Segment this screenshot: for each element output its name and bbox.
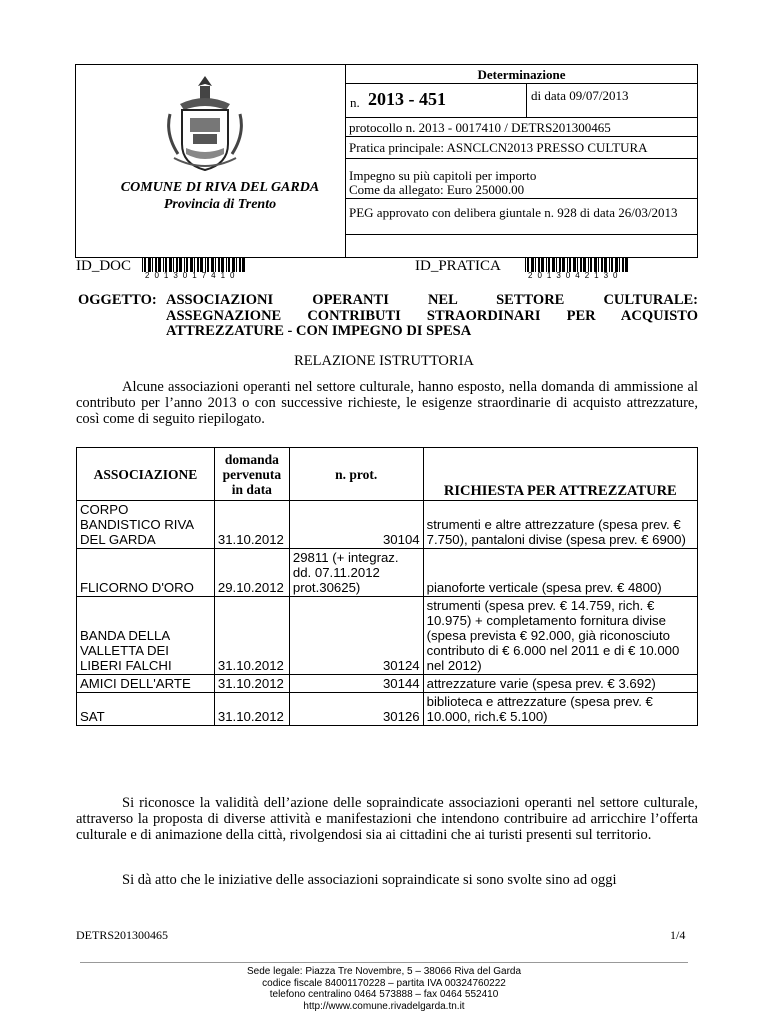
- peg-line: PEG approvato con delibera giuntale n. 928 di data 26/03/2013: [349, 205, 678, 221]
- determina-number: 2013 - 451: [368, 89, 446, 110]
- oggetto-line3: ATTREZZATURE - CON IMPEGNO DI SPESA: [78, 324, 698, 340]
- oggetto-line2: ASSEGNAZIONE CONTRIBUTI STRAORDINARI PER ACQUISTO: [78, 309, 698, 325]
- provincia: Provincia di Trento: [95, 196, 345, 213]
- impegno-line1: Impegno su più capitoli per importo: [349, 168, 536, 184]
- col-header-associazione: ASSOCIAZIONE: [77, 448, 215, 501]
- table-row: [77, 675, 698, 693]
- oggetto-label: OGGETTO:: [78, 293, 166, 309]
- col-header-prot: n. prot.: [289, 448, 423, 501]
- id-pratica-barcode-icon: [525, 258, 631, 272]
- determina-date: di data 09/07/2013: [531, 88, 629, 104]
- col-header-richiesta: RICHIESTA PER ATTREZZATURE: [423, 448, 697, 501]
- protocollo: protocollo n. 2013 - 0017410 / DETRS201300465: [349, 120, 611, 136]
- footer-telefono: telefono centralino 0464 573888 – fax 0464 552410: [0, 989, 768, 1001]
- cell-richiesta: pianoforte verticale (spesa prev. € 4800): [423, 549, 697, 597]
- cell-richiesta: biblioteca e attrezzature (spesa prev. € 10.000, rich.€ 5.100): [423, 693, 697, 726]
- determinazione-title: Determinazione: [345, 67, 698, 83]
- id-doc-barcode-icon: [142, 258, 248, 272]
- col-header-data: domanda pervenuta in data: [214, 448, 289, 501]
- cell-associazione: AMICI DELL'ARTE: [77, 675, 215, 693]
- id-doc-label: ID_DOC: [76, 258, 131, 275]
- header-rule: [345, 158, 698, 159]
- table-header-row: [77, 448, 698, 501]
- cell-data: 31.10.2012: [214, 675, 289, 693]
- header-divider: [345, 64, 346, 258]
- oggetto-block: [78, 293, 698, 340]
- intro-paragraph: Alcune associazioni operanti nel settore culturale, hanno esposto, nella domanda di ammissione al contributo per l’anno 2013 o con successive richieste, le esigenze straordinarie di acquisto attrezzature, così come di seguito riepilogato.: [76, 379, 698, 427]
- impegno-line2: Come da allegato: Euro 25000.00: [349, 182, 524, 198]
- footer-doc-code: DETRS201300465: [76, 928, 168, 943]
- cell-prot: 30104: [289, 501, 423, 549]
- pratica: Pratica principale: ASNCLCN2013 PRESSO CULTURA: [349, 140, 648, 156]
- header-rule: [345, 198, 698, 199]
- cell-prot: 30124: [289, 597, 423, 675]
- header-rule: [345, 117, 698, 118]
- relazione-title: RELAZIONE ISTRUTTORIA: [0, 353, 768, 370]
- header-rule: [345, 234, 698, 235]
- id-doc-number: 2013017410: [145, 271, 240, 280]
- cell-associazione: BANDA DELLA VALLETTA DEI LIBERI FALCHI: [77, 597, 215, 675]
- cell-associazione: FLICORNO D'ORO: [77, 549, 215, 597]
- header-rule: [345, 136, 698, 137]
- id-pratica-number: 2013042130: [528, 271, 623, 280]
- table-row: [77, 597, 698, 675]
- footer-codice: codice fiscale 84001170228 – partita IVA 00324760222: [0, 978, 768, 990]
- cell-associazione: CORPO BANDISTICO RIVA DEL GARDA: [77, 501, 215, 549]
- footer-address-block: [0, 966, 768, 1012]
- cell-richiesta: strumenti (spesa prev. € 14.759, rich. € 10.975) + completamento fornitura divise (spesa prevista € 92.000, già riconosciuto contributo di € 6.000 nel 2011 e di € 10.000 nel 2012): [423, 597, 697, 675]
- cell-richiesta: strumenti e altre attrezzature (spesa prev. € 7.750), pantaloni divise (spesa prev. € 6900): [423, 501, 697, 549]
- cell-data: 31.10.2012: [214, 693, 289, 726]
- table-row: [77, 549, 698, 597]
- header-rule-v: [526, 83, 527, 117]
- footer-url[interactable]: http://www.comune.rivadelgarda.tn.it: [0, 1001, 768, 1012]
- header-rule: [345, 83, 698, 84]
- oggetto-line1: ASSOCIAZIONI OPERANTI NEL SETTORE CULTURALE:: [166, 293, 698, 309]
- cell-associazione: SAT: [77, 693, 215, 726]
- footer-divider: [80, 962, 688, 963]
- cell-data: 31.10.2012: [214, 501, 289, 549]
- associazioni-table: [76, 447, 698, 726]
- comune-block: [95, 179, 345, 213]
- paragraph-2: Si riconosce la validità dell’azione delle sopraindicate associazioni operanti nel settore culturale, attraverso la proposta di diverse attività e manifestazioni che intendono contribuire ad arricchire l’offerta culturale e di animazione della città, rivolgendosi sia ai cittadini che ai turisti presenti sul territorio.: [76, 795, 698, 843]
- id-pratica-label: ID_PRATICA: [415, 258, 501, 275]
- paragraph-3: Si dà atto che le iniziative delle associazioni sopraindicate si sono svolte sino ad oggi: [76, 872, 698, 888]
- cell-prot: 29811 (+ integraz. dd. 07.11.2012 prot.30625): [289, 549, 423, 597]
- footer-sede: Sede legale: Piazza Tre Novembre, 5 – 38066 Riva del Garda: [0, 966, 768, 978]
- n-label: n.: [350, 95, 360, 111]
- cell-data: 29.10.2012: [214, 549, 289, 597]
- coat-of-arms-icon: [160, 74, 250, 174]
- footer-page-number: 1/4: [670, 928, 685, 943]
- cell-prot: 30126: [289, 693, 423, 726]
- comune-name: COMUNE DI RIVA DEL GARDA: [95, 179, 345, 196]
- table-row: [77, 501, 698, 549]
- cell-richiesta: attrezzature varie (spesa prev. € 3.692): [423, 675, 697, 693]
- cell-data: 31.10.2012: [214, 597, 289, 675]
- cell-prot: 30144: [289, 675, 423, 693]
- table-row: [77, 693, 698, 726]
